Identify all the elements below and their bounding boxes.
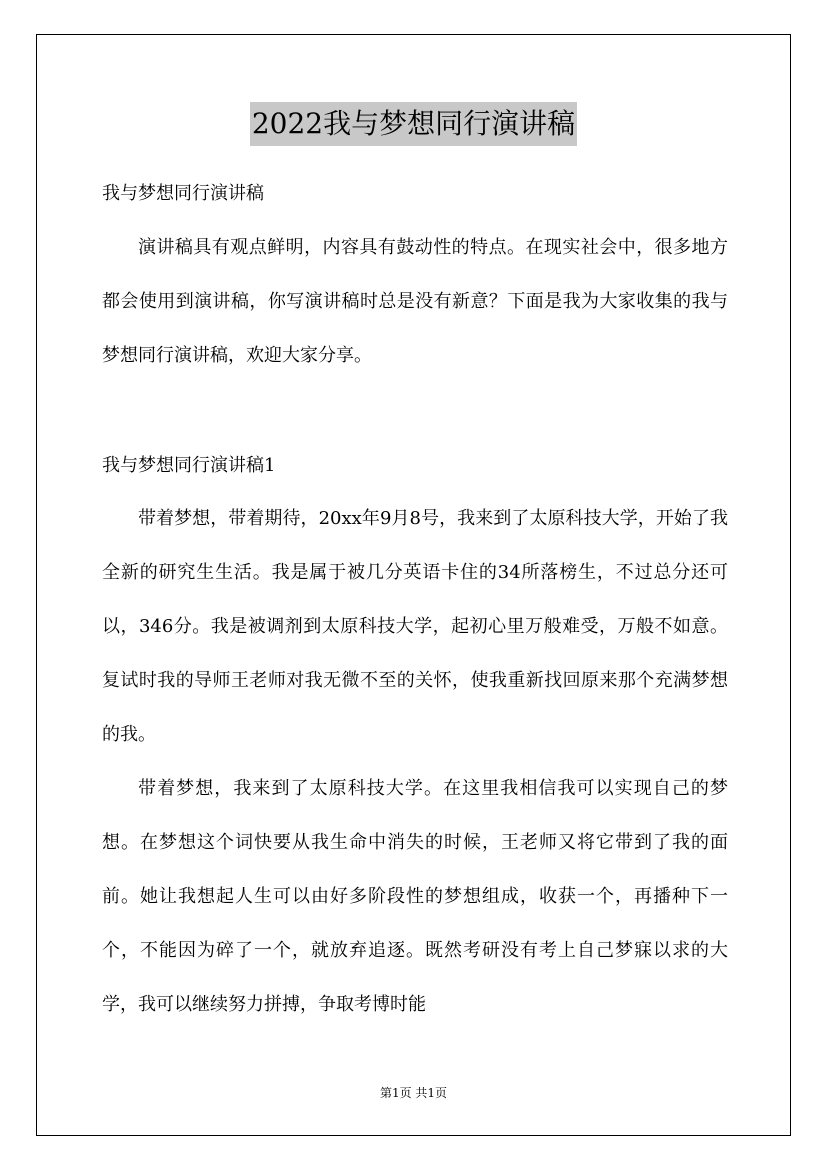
document-subtitle: 我与梦想同行演讲稿: [102, 183, 264, 204]
page-footer: 第1页 共1页: [379, 1086, 448, 1100]
section1-heading: 我与梦想同行演讲稿1: [102, 455, 276, 476]
section1-paragraph-1: 带着梦想，带着期待，20xx年9月8号，我来到了太原科技大学，开始了我全新的研究生生活。我是属于被几分英语卡住的34所落榜生，不过总分还可以，346分。我是被调剂到太原科技大学，起初心里万般难受，万般不如意。复试时我的导师王老师对我无微不至的关怀，使我重新找回原来那个充满梦想的我。: [102, 508, 728, 745]
intro-block: [102, 221, 728, 383]
document-title: 2022我与梦想同行演讲稿: [250, 102, 577, 146]
intro-paragraph: 演讲稿具有观点鲜明，内容具有鼓动性的特点。在现实社会中，很多地方都会使用到演讲稿，你写演讲稿时总是没有新意？下面是我为大家收集的我与梦想同行演讲稿，欢迎大家分享。: [102, 237, 728, 366]
section1-block: [102, 492, 728, 1032]
section1-paragraph-2: 带着梦想，我来到了太原科技大学。在这里我相信我可以实现自己的梦想。在梦想这个词快要从我生命中消失的时候，王老师又将它带到了我的面前。她让我想起人生可以由好多阶段性的梦想组成，收获一个，再播种下一个，不能因为碎了一个，就放弃追逐。既然考研没有考上自己梦寐以求的大学，我可以继续努力拼搏，争取考博时能: [102, 778, 728, 1015]
title-container: [0, 102, 827, 146]
